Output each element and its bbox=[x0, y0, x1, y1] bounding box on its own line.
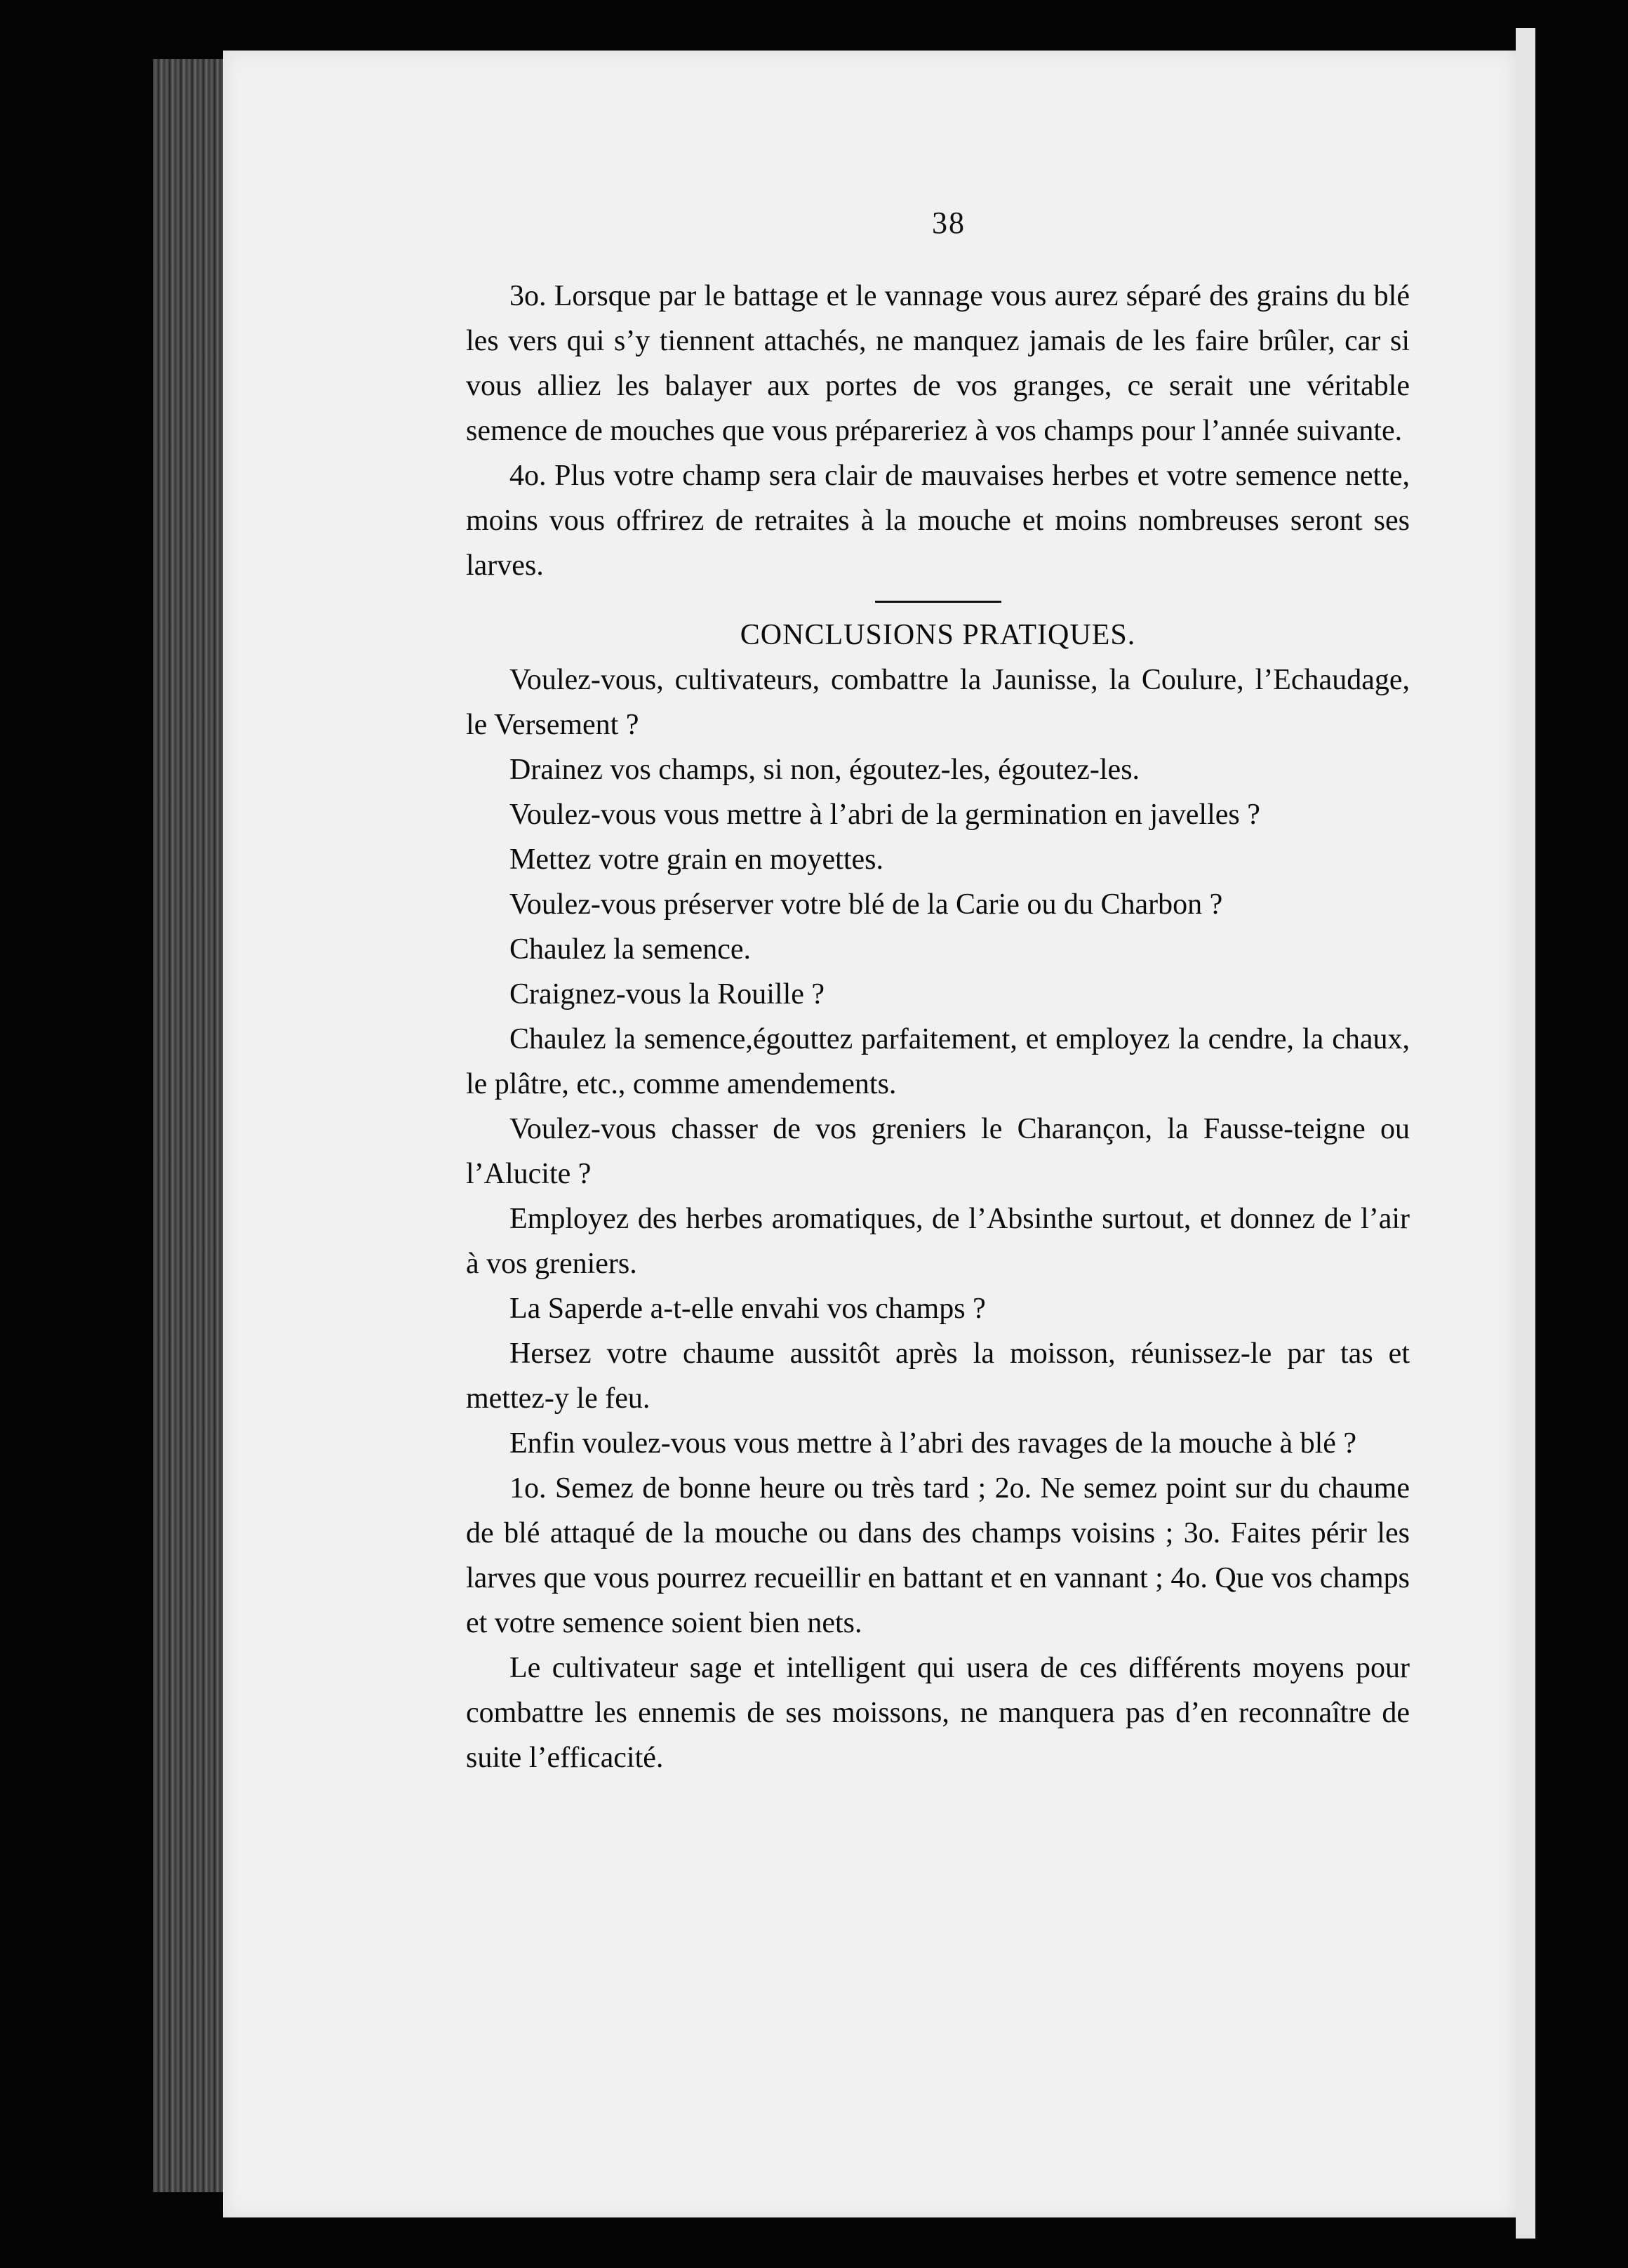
paragraph-3o: 3o. Lorsque par le battage et le vannage vous aurez séparé des grains du blé les vers qui s’y tiennent attachés, ne manquez jamais de les faire brûler, car si vous alliez les balayer aux portes de vos granges, ce serait une véritable semence de mouches que vous prépareriez à vos champs pour l’année suivante. bbox=[466, 280, 1410, 447]
paragraph: Employez des herbes aromatiques, de l’Absinthe surtout, et donnez de l’air à vos greniers. bbox=[466, 1203, 1410, 1280]
paragraph: Chaulez la semence. bbox=[509, 933, 751, 966]
paragraph: Chaulez la semence,égouttez parfaitement, et employez la cendre, la chaux, le plâtre, etc., comme amendements. bbox=[466, 1023, 1410, 1100]
paragraph: La Saperde a-t-elle envahi vos champs ? bbox=[509, 1293, 986, 1325]
paragraph: Mettez votre grain en moyettes. bbox=[509, 843, 883, 876]
paragraph: Voulez-vous, cultivateurs, combattre la Jaunisse, la Coulure, l’Echaudage, le Versement ? bbox=[466, 664, 1410, 741]
paragraph: Enfin voulez-vous vous mettre à l’abri des ravages de la mouche à blé ? bbox=[509, 1427, 1357, 1460]
paragraph: Craignez-vous la Rouille ? bbox=[509, 978, 825, 1010]
paragraph: Le cultivateur sage et intelligent qui usera de ces différents moyens pour combattre les ennemis de ses moissons, ne manquera pas d’en reconnaître de suite l’efficacité. bbox=[466, 1652, 1410, 1774]
page-text bbox=[466, 274, 1410, 1780]
paragraph: Hersez votre chaume aussitôt après la moisson, réunissez-le par tas et mettez-y le feu. bbox=[466, 1338, 1410, 1415]
section-divider bbox=[875, 601, 1001, 603]
paragraph: Voulez-vous chasser de vos greniers le Charançon, la Fausse-teigne ou l’Alucite ? bbox=[466, 1113, 1410, 1190]
page-number: 38 bbox=[932, 206, 966, 240]
facing-page-edge bbox=[1516, 28, 1535, 2239]
paragraph: Drainez vos champs, si non, égoutez-les, égoutez-les. bbox=[509, 754, 1140, 786]
paragraph: 1o. Semez de bonne heure ou très tard ; 2o. Ne semez point sur du chaume de blé attaqué de la mouche ou dans des champs voisins ; 3o. Faites périr les larves que vous pourrez recueillir en battant et en vannant ; 4o. Que vos champs et votre semence soient bien nets. bbox=[466, 1472, 1410, 1639]
paragraph-4o: 4o. Plus votre champ sera clair de mauvaises herbes et votre semence nette, moins vous offrirez de retraites à la mouche et moins nombreuses seront ses larves. bbox=[466, 460, 1410, 582]
paragraph: Voulez-vous vous mettre à l’abri de la germination en javelles ? bbox=[509, 799, 1260, 831]
section-heading: CONCLUSIONS PRATIQUES. bbox=[740, 619, 1136, 651]
paragraph: Voulez-vous préserver votre blé de la Carie ou du Charbon ? bbox=[509, 888, 1223, 921]
